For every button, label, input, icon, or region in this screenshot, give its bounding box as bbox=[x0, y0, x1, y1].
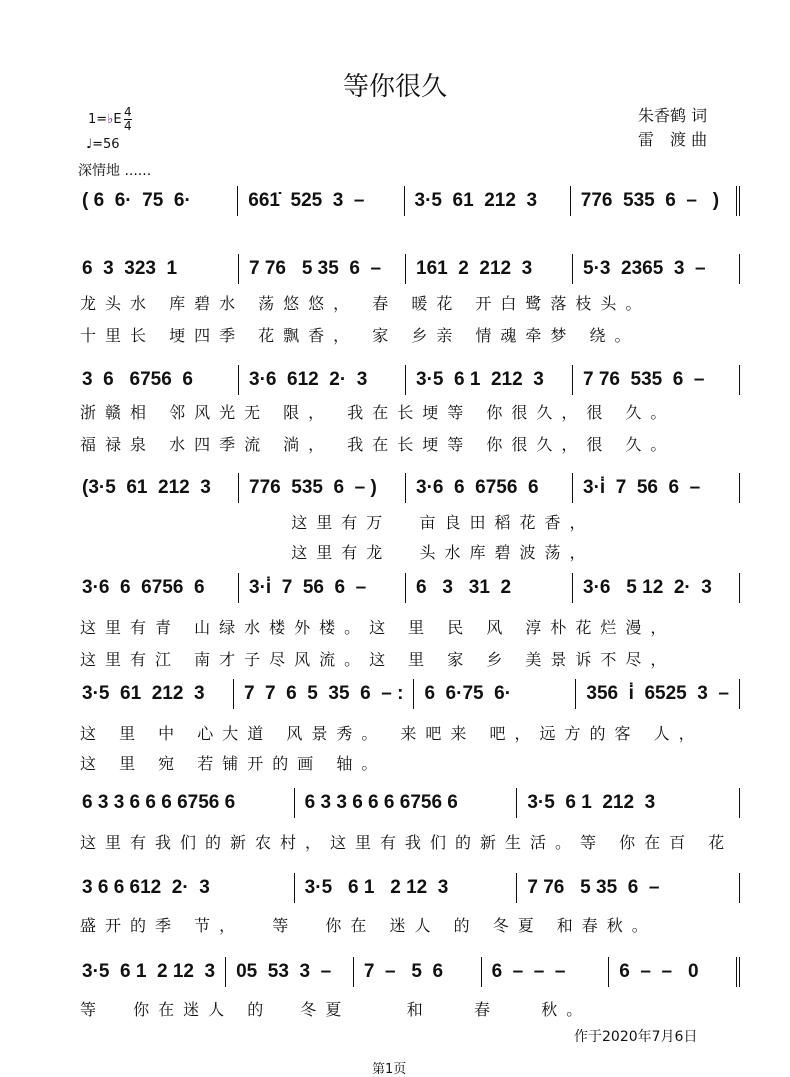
lyric-line: 龙头水 库碧水 荡悠悠， 春 暖花 开白鹭落枝头。 bbox=[80, 294, 651, 313]
measure: 3·6 612 2· 3 bbox=[239, 365, 406, 395]
measure: 6 6·75 6· bbox=[414, 679, 576, 709]
measure: 5·3 2365 3 – bbox=[573, 254, 740, 284]
measure: 6 – – 0 bbox=[609, 957, 740, 987]
music-system bbox=[72, 788, 740, 818]
measure: 6 3 3 6 6 6 6756 6 bbox=[295, 788, 518, 818]
lyric-line: 浙赣相 邻风光无 限， 我在长埂等 你很久，很 久。 bbox=[80, 403, 676, 422]
measure: 356 i̇ 6525 3 – bbox=[576, 679, 740, 709]
measure: 3·6 6 6756 6 bbox=[72, 573, 239, 603]
measure: 776 535 6 – ) bbox=[239, 473, 406, 503]
composition-date: 作于2020年7月6日 bbox=[574, 1029, 698, 1045]
music-system bbox=[72, 365, 740, 395]
measure: 3·i̇ 7 56 6 – bbox=[239, 573, 406, 603]
measure: 3·i̇ 7 56 6 – bbox=[573, 473, 740, 503]
measure: 3·5 61 212 3 bbox=[72, 679, 234, 709]
music-system bbox=[72, 573, 740, 603]
measure: 776 535 6 – ) bbox=[571, 186, 740, 216]
measure: 7 76 5 35 6 – bbox=[517, 873, 740, 903]
lyric-line: 这里有龙 头水库碧波荡， bbox=[80, 543, 595, 562]
music-system bbox=[72, 473, 740, 503]
measure: 6 – – – bbox=[482, 957, 610, 987]
lyric-line: 这里有我们的新农村，这里有我们的新生活。等 你在百 花 bbox=[80, 833, 734, 852]
composer: 雷 渡 曲 bbox=[638, 130, 708, 149]
measure: 3·5 6 1 2 12 3 bbox=[295, 873, 518, 903]
measure: 7 – 5 6 bbox=[354, 957, 482, 987]
lyric-line: 这里有青 山绿水楼外楼。这 里 民 风 淳朴花烂漫， bbox=[80, 618, 676, 637]
song-title: 等你很久 bbox=[342, 72, 447, 102]
flat-symbol: ♭ bbox=[107, 112, 114, 127]
key-note: E bbox=[113, 112, 122, 127]
measure: 6 3 323 1 bbox=[72, 254, 239, 284]
lyric-line: 这里有江 南才子尽风流。这 里 家 乡 美景诉不尽， bbox=[80, 650, 676, 669]
lyricist: 朱香鹤 词 bbox=[638, 106, 708, 125]
measure: 161 2 212 3 bbox=[406, 254, 573, 284]
key-signature bbox=[88, 112, 122, 127]
measure: 7 7 6 5 35 6 – : bbox=[234, 679, 415, 709]
measure: 3·5 6 1 2 12 3 bbox=[72, 957, 226, 987]
expression-marking: 深情地 ...... bbox=[78, 163, 152, 179]
lyric-line: 这里有万 亩良田稻花香， bbox=[80, 513, 595, 532]
time-bottom: 4 bbox=[124, 119, 132, 133]
measure: 3 6 6 612 2· 3 bbox=[72, 873, 295, 903]
measure: 3·6 5 12 2· 3 bbox=[573, 573, 740, 603]
music-system bbox=[72, 186, 740, 216]
music-system bbox=[72, 254, 740, 284]
page-number: 第1页 bbox=[372, 1062, 407, 1077]
tempo-marking: ♩=56 bbox=[86, 137, 120, 152]
measure: 3·5 6 1 212 3 bbox=[406, 365, 573, 395]
measure: ( 6 6· 75 6· bbox=[72, 186, 238, 216]
lyric-line: 十里长 埂四季 花飘香， 家 乡亲 情魂牵梦 绕。 bbox=[80, 326, 640, 345]
time-top: 4 bbox=[124, 105, 132, 119]
measure: 3 6 6756 6 bbox=[72, 365, 239, 395]
key-prefix: 1= bbox=[88, 112, 108, 127]
lyric-line: 盛开的季 节， 等 你在 迷人 的 冬夏 和春秋。 bbox=[80, 916, 657, 935]
measure: 3·5 61 212 3 bbox=[405, 186, 571, 216]
lyric-line: 福禄泉 水四季流 淌， 我在长埂等 你很久，很 久。 bbox=[80, 435, 676, 454]
lyric-line: 这 里 中 心大道 风景秀。 来吧来 吧，远方的客 人， bbox=[80, 724, 704, 743]
lyric-line: 等 你在迷人 的 冬夏 和 春 秋。 bbox=[80, 1000, 592, 1019]
measure: 7 76 5 35 6 – bbox=[239, 254, 406, 284]
music-system bbox=[72, 957, 740, 987]
measure: 661̇ 525 3 – bbox=[238, 186, 404, 216]
measure: 6 3 31 2 bbox=[406, 573, 573, 603]
music-system bbox=[72, 873, 740, 903]
measure: 3·5 6 1 212 3 bbox=[517, 788, 740, 818]
measure: 05 53 3 – bbox=[226, 957, 354, 987]
music-system bbox=[72, 679, 740, 709]
measure: 7 76 535 6 – bbox=[573, 365, 740, 395]
measure: 6 3 3 6 6 6 6756 6 bbox=[72, 788, 295, 818]
measure: 3·6 6 6756 6 bbox=[406, 473, 573, 503]
credits bbox=[638, 104, 707, 152]
lyric-line: 这 里 宛 若铺开的画 轴。 bbox=[80, 754, 387, 773]
time-signature bbox=[124, 106, 132, 133]
measure: (3·5 61 212 3 bbox=[72, 473, 239, 503]
